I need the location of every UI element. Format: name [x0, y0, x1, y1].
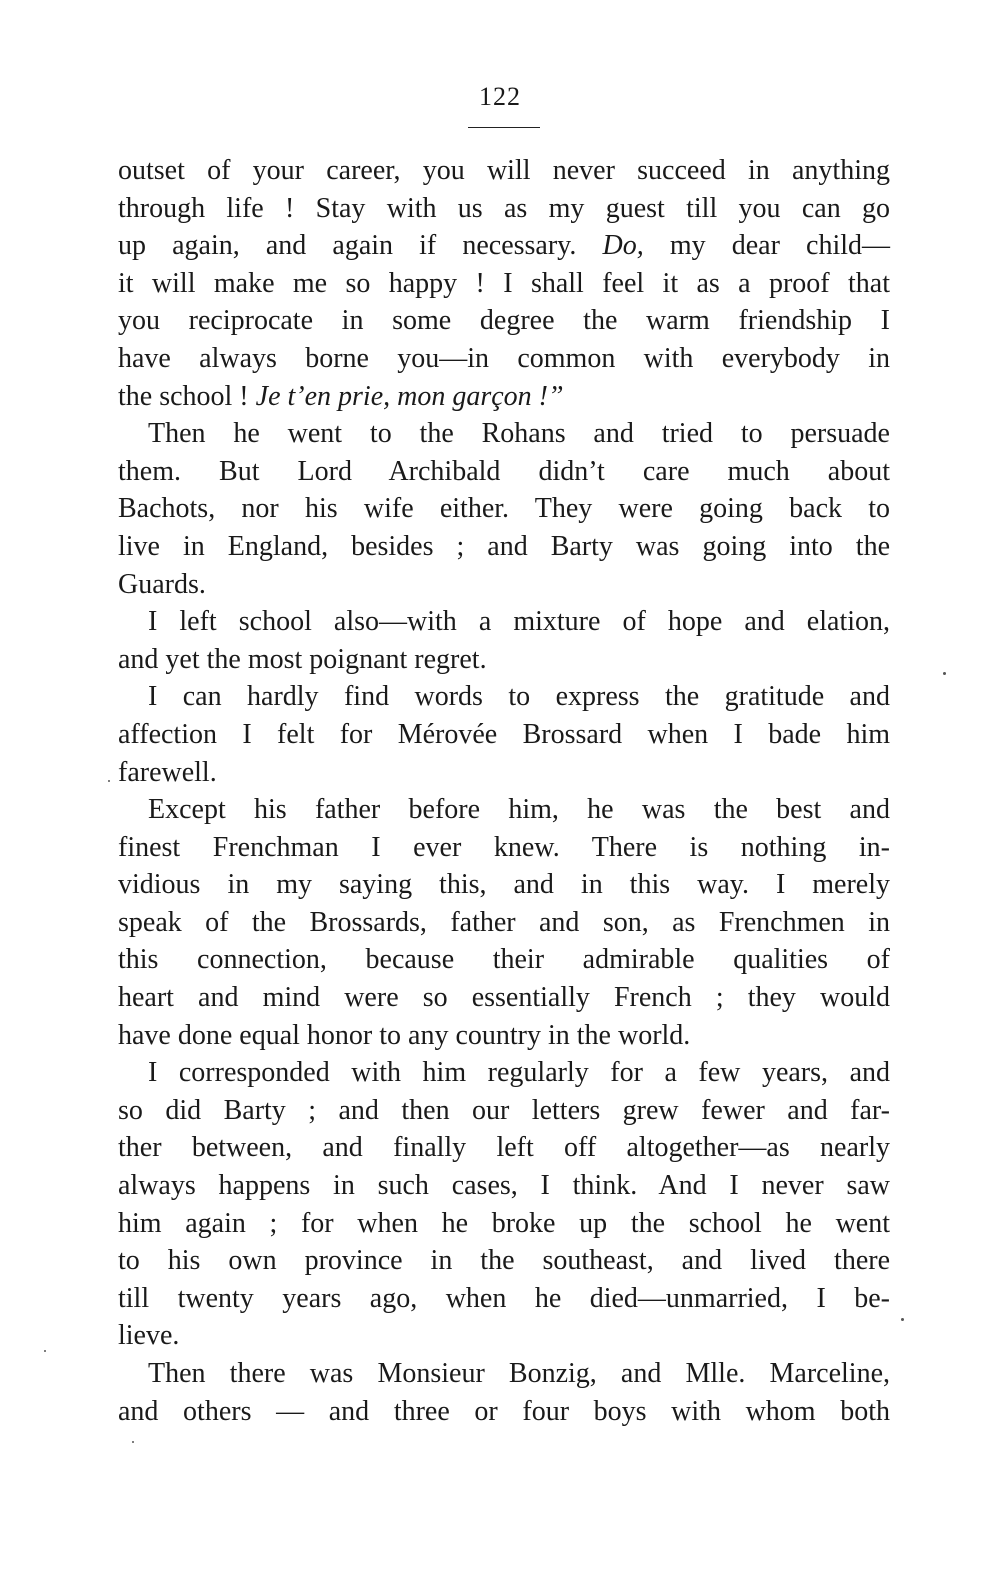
- text-line: finest Frenchman I ever knew. There is nothing in-: [118, 831, 890, 863]
- text-line: through life ! Stay with us as my guest till you can go: [118, 192, 890, 224]
- paragraph: [118, 791, 890, 1054]
- text-line: Then he went to the Rohans and tried to persuade: [148, 418, 890, 450]
- scan-speck: [132, 1441, 134, 1443]
- text-line: have done equal honor to any country in the world.: [118, 1019, 691, 1051]
- paragraph: [118, 678, 890, 791]
- scan-speck: [901, 1318, 904, 1321]
- paragraph: [118, 415, 890, 603]
- text-line: live in England, besides ; and Barty was going into the: [118, 530, 890, 562]
- text-line: outset of your career, you will never succeed in anything: [118, 155, 890, 186]
- text-line: I corresponded with him regularly for a few years, and: [148, 1057, 890, 1089]
- scan-speck: [943, 672, 946, 675]
- text-line: him again ; for when he broke up the school he went: [118, 1207, 890, 1239]
- text-line: and others — and three or four boys with whom both: [118, 1395, 890, 1427]
- text-line: Bachots, nor his wife either. They were going back to: [118, 493, 890, 525]
- text-line: Then there was Monsieur Bonzig, and Mlle. Marceline,: [148, 1358, 890, 1389]
- body-text: [118, 152, 890, 1430]
- text-line: heart and mind were so essentially French ; they would: [118, 982, 890, 1014]
- text-line: always happens in such cases, I think. And I never saw: [118, 1170, 890, 1202]
- text-line: farewell.: [118, 756, 217, 788]
- text-line: this connection, because their admirable qualities of: [118, 944, 890, 976]
- paragraph: [118, 152, 890, 415]
- text-line: speak of the Brossards, father and son, as Frenchmen in: [118, 906, 890, 938]
- text-line: I can hardly find words to express the gratitude and: [148, 681, 890, 713]
- text-line: you reciprocate in some degree the warm friendship I: [118, 305, 890, 337]
- text-line: I left school also—with a mixture of hope and elation,: [148, 606, 890, 638]
- page-number: 122: [479, 82, 521, 111]
- text-line: vidious in my saying this, and in this way. I merely: [118, 869, 890, 901]
- text-line: Except his father before him, he was the best and: [148, 794, 890, 826]
- paragraph: [118, 1355, 890, 1430]
- text-line: ther between, and finally left off altogether—as nearly: [118, 1132, 890, 1164]
- text-line: till twenty years ago, when he died—unmarried, I be-: [118, 1282, 890, 1314]
- paragraph: [118, 603, 890, 678]
- text-line: affection I felt for Mérovée Brossard when I bade him: [118, 718, 890, 750]
- text-line: to his own province in the southeast, and lived there: [118, 1245, 890, 1277]
- text-line: up again, and again if necessary. Do, my dear child—: [118, 230, 890, 262]
- text-line: the school ! Je t’en prie, mon garçon !”: [118, 380, 564, 412]
- text-line: lieve.: [118, 1320, 180, 1352]
- text-line: them. But Lord Archibald didn’t care much about: [118, 455, 890, 487]
- paragraph: [118, 1054, 890, 1355]
- text-line: have always borne you—in common with everybody in: [118, 342, 890, 374]
- text-line: it will make me so happy ! I shall feel it as a proof that: [118, 267, 890, 299]
- text-line: so did Barty ; and then our letters grew fewer and far-: [118, 1094, 890, 1126]
- scan-speck: [108, 780, 110, 782]
- scan-speck: [44, 1350, 46, 1352]
- text-line: and yet the most poignant regret.: [118, 643, 487, 675]
- header-rule: [468, 127, 540, 128]
- text-line: Guards.: [118, 568, 206, 600]
